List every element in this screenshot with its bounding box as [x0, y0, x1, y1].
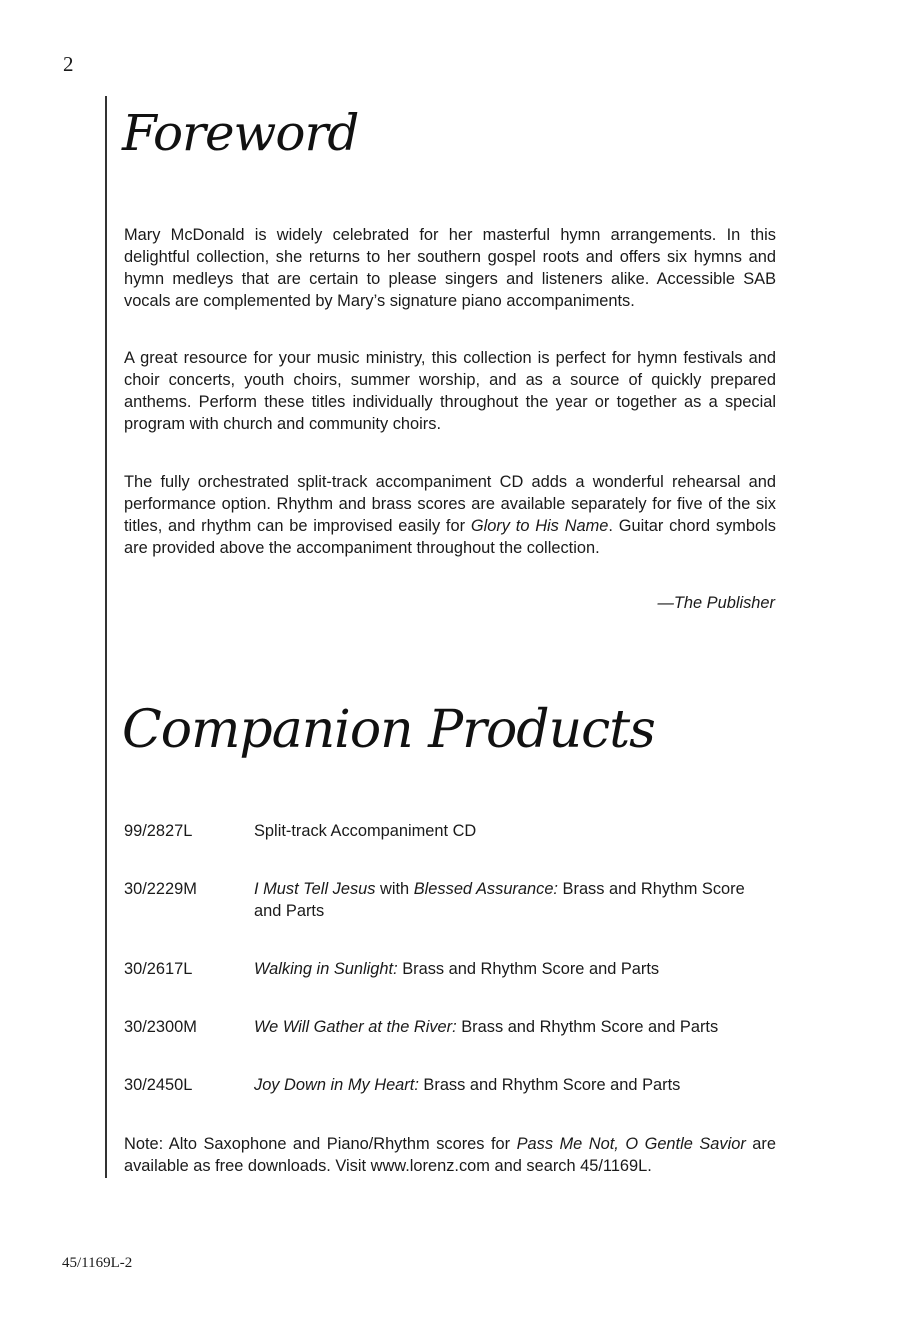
song-title: Pass Me Not, O Gentle Savior: [516, 1135, 746, 1153]
paragraph-text: . Guitar chord symbols are provided above the accompaniment throughout the collection.: [124, 517, 776, 557]
paragraph-text: The fully orchestrated split-track accompaniment CD adds a wonderful rehearsal and performance option. Rhythm and brass scores are available separately for five of the six titles, and rhythm can be improvised easily for: [124, 473, 776, 535]
companion-products-title: Companion Products: [122, 700, 655, 760]
catalog-footer: 45/1169L-2: [62, 1255, 133, 1271]
product-text: with: [375, 880, 414, 898]
product-text: Brass and Rhythm Score and Parts: [397, 960, 660, 978]
song-title: We Will Gather at the River:: [254, 1018, 457, 1036]
note-text: are available as free downloads. Visit www.lorenz.com and search 45/1169L.: [124, 1135, 776, 1175]
song-title: Walking in Sunlight:: [254, 960, 398, 978]
product-code: 30/2229M: [124, 880, 197, 898]
product-description: Split-track Accompaniment CD: [254, 822, 477, 840]
foreword-paragraph-2: A great resource for your music ministry, this collection is perfect for hymn festivals and choir concerts, youth choirs, summer worship, and as a source of quickly prepared anthems. Perform these titles individually throughout the year or together as a special program with church and community choirs.: [124, 349, 776, 433]
product-code: 30/2617L: [124, 960, 193, 978]
product-description: [254, 1016, 776, 1038]
product-code: 99/2827L: [124, 822, 193, 840]
product-code: 30/2450L: [124, 1076, 193, 1094]
song-title: Blessed Assurance:: [413, 880, 558, 898]
page-number: 2: [63, 52, 74, 76]
product-code: 30/2300M: [124, 1018, 197, 1036]
song-title: I Must Tell Jesus: [254, 880, 376, 898]
note-text: Note: Alto Saxophone and Piano/Rhythm scores for: [124, 1135, 517, 1153]
foreword-title: Foreword: [122, 104, 359, 162]
product-description: [254, 958, 776, 980]
product-text: Brass and Rhythm Score and Parts: [456, 1018, 719, 1036]
foreword-paragraph-1: Mary McDonald is widely celebrated for her masterful hymn arrangements. In this delightful collection, she returns to her southern gospel roots and offers six hymns and hymn medleys that are certain to please singers and listeners alike. Accessible SAB vocals are complemented by Mary’s signature piano accompaniments.: [124, 226, 776, 310]
vertical-rule: [105, 96, 107, 1178]
song-title: Joy Down in My Heart:: [254, 1076, 419, 1094]
product-description: [254, 878, 776, 922]
foreword-paragraph-3: [124, 471, 776, 559]
publisher-signature: —The Publisher: [657, 594, 775, 612]
product-text: Brass and Rhythm Score and Parts: [254, 880, 745, 920]
song-title: Glory to His Name: [470, 517, 609, 535]
product-text: Brass and Rhythm Score and Parts: [418, 1076, 681, 1094]
product-description: [254, 1074, 776, 1096]
download-note: [124, 1133, 776, 1177]
